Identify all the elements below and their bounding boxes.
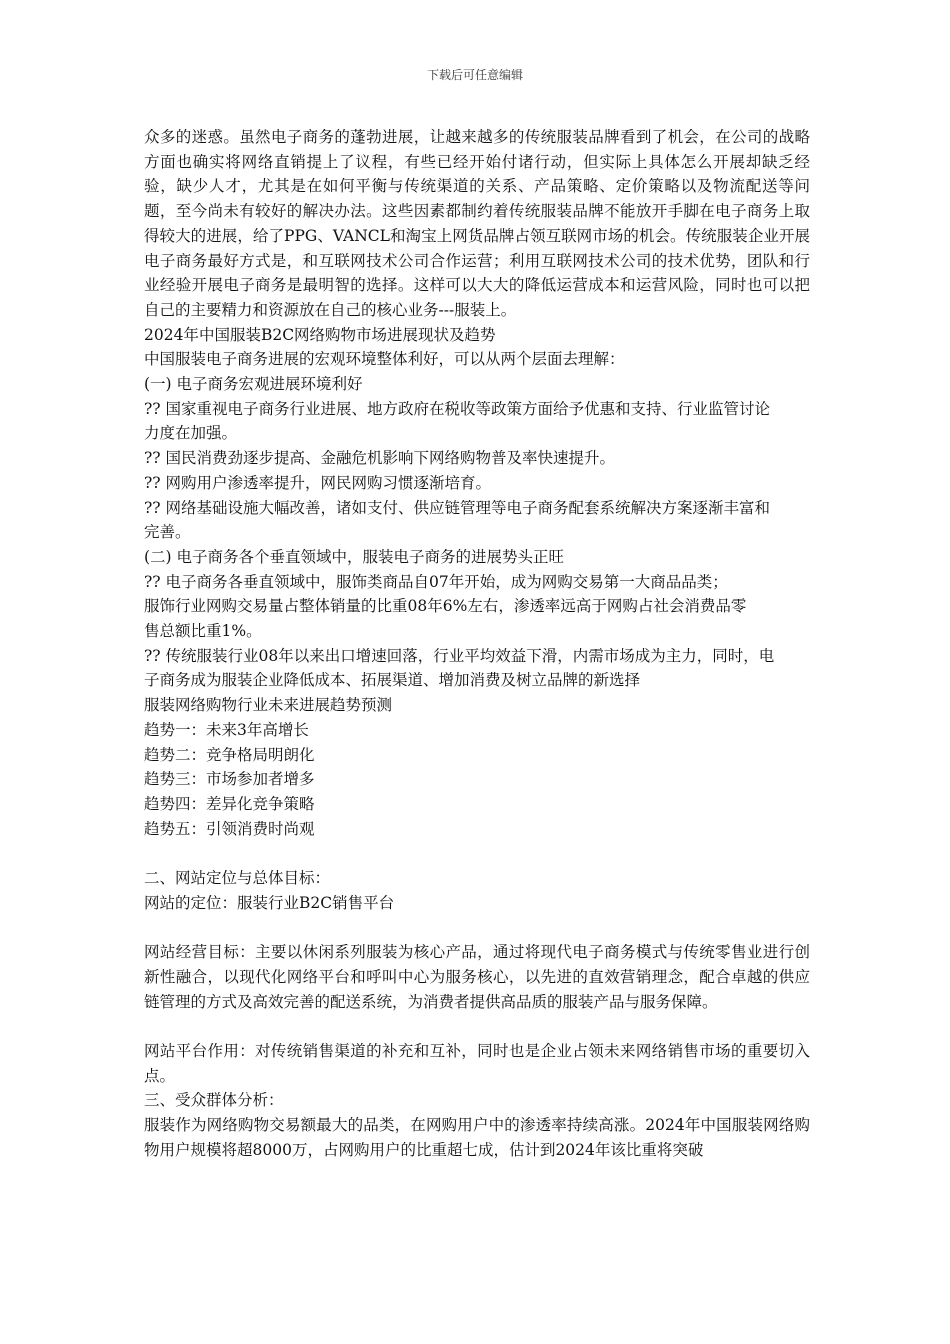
paragraph: 趋势二：竞争格局明朗化 (144, 745, 315, 764)
paragraph: 2024年中国服装B2C网络购物市场进展现状及趋势 (144, 325, 496, 344)
paragraph: 二、网站定位与总体目标： (144, 869, 331, 888)
paragraph: 趋势三：市场参加者增多 (144, 770, 315, 789)
paragraph: 网站的定位：服装行业B2C销售平台 (144, 893, 395, 912)
blank-line (144, 841, 810, 866)
paragraph: 趋势五：引领消费时尚观 (144, 819, 315, 838)
paragraph: 中国服装电子商务进展的宏观环境整体利好，可以从两个层面去理解： (144, 350, 625, 369)
paragraph: 趋势一：未来3年高增长 (144, 720, 309, 739)
paragraph: 服装作为网络购物交易额最大的品类，在网购用户中的渗透率持续高涨。2024年中国服装网络购物用户规模将超8000万，占网购用户的比重超七成，估计到2024年该比重将突破 (144, 1116, 810, 1159)
paragraph: 趋势四：差异化竞争策略 (144, 794, 315, 813)
paragraph: 网站平台作用：对传统销售渠道的补充和互补，同时也是企业占领未来网络销售市场的重要切入点。 (144, 1041, 810, 1085)
paragraph: 众多的迷惑。虽然电子商务的蓬勃进展，让越来越多的传统服装品牌看到了机会，在公司的战略方面也确实将网络直销提上了议程，有些已经开始付诸行动，但实际上具体怎么开展却缺乏经验，缺少人才，尤其是在如何平衡与传统渠道的关系、产品策略、定价策略以及物流配送等问题，至今尚未有较好的解决办法。这些因素都制约着传统服装品牌不能放开手脚在电子商务上取得较大的进展，给了PPG、VANCL和淘宝上网货品牌占领互联网市场的机会。传统服装企业开展电子商务最好方式是，和互联网技术公司合作运营；利用互联网技术公司的技术优势，团队和行业经验开展电子商务是最明智的选择。这样可以大大的降低运营成本和运营风险，同时也可以把自己的主要精力和资源放在自己的核心业务---服装上。 (144, 128, 810, 319)
paragraph: 服装网络购物行业未来进展趋势预测 (144, 696, 393, 715)
paragraph: 网站经营目标：主要以休闲系列服装为核心产品，通过将现代电子商务模式与传统零售业进行创新性融合，以现代化网络平台和呼叫中心为服务核心，以先进的直效营销理念，配合卓越的供应链管理的方式及高效完善的配送系统，为消费者提供高品质的服装产品与服务保障。 (144, 943, 810, 1011)
paragraph: ?? 国民消费劲逐步提高、金融危机影响下网络购物普及率快速提升。 (144, 449, 616, 468)
paragraph: ?? 传统服装行业08年以来出口增速回落，行业平均效益下滑，内需市场成为主力，同时，电子商务成为服装企业降低成本、拓展渠道、增加消费及树立品牌的新选择 (144, 646, 775, 690)
paragraph: 服饰行业网购交易量占整体销量的比重08年6%左右，渗透率远高于网购占社会消费品零售总额比重1%。 (144, 597, 747, 641)
document-body (144, 125, 810, 1162)
page-header: 下载后可任意编辑 (426, 68, 523, 82)
paragraph: (二) 电子商务各个垂直领域中，服装电子商务的进展势头正旺 (144, 547, 565, 566)
blank-line (144, 915, 810, 940)
blank-line (144, 1014, 810, 1039)
paragraph: ?? 网络基础设施大幅改善，诸如支付、供应链管理等电子商务配套系统解决方案逐渐丰富和完善。 (144, 498, 771, 542)
paragraph: 三、受众群体分析： (144, 1091, 284, 1110)
paragraph: ?? 电子商务各垂直领域中，服饰类商品自07年开始，成为网购交易第一大商品品类； (144, 572, 728, 591)
paragraph: ?? 国家重视电子商务行业进展、地方政府在税收等政策方面给予优惠和支持、行业监管讨论力度在加强。 (144, 399, 771, 443)
paragraph: ?? 网购用户渗透率提升，网民网购习惯逐渐培育。 (144, 473, 492, 492)
paragraph: (一) 电子商务宏观进展环境利好 (144, 375, 363, 394)
